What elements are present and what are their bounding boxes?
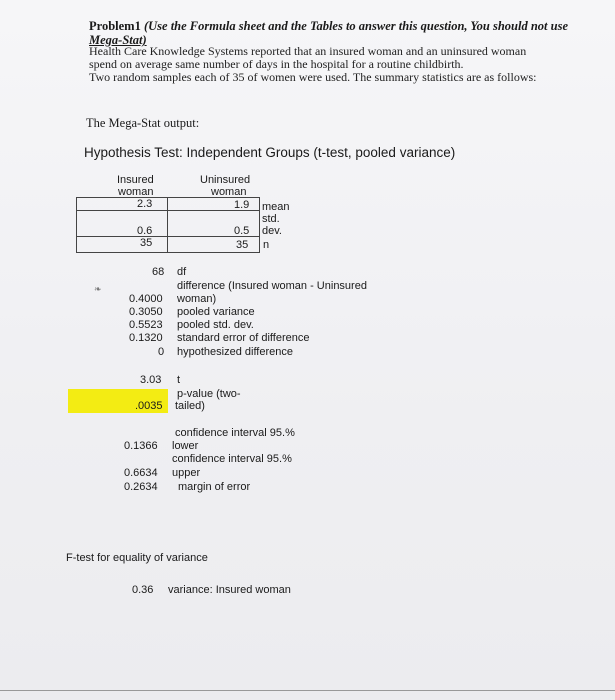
margin-of-error-label: margin of error [178,481,251,493]
p-value-label: p-value (two- [177,388,241,400]
page-bottom-rule [0,690,615,691]
hypothesized-diff-label: hypothesized difference [177,346,293,358]
ci-label: confidence interval 95.% [175,427,295,439]
ftest-label: variance: Insured woman [168,584,291,596]
t-value: 3.03 [140,374,162,386]
standard-error-label: standard error of difference [177,332,310,344]
difference-label-cont: woman) [177,293,217,305]
problem-heading [89,19,568,47]
table-rule [77,236,259,237]
hypothesis-title: Hypothesis Test: Independent Groups (t-test, pooled variance) [84,145,456,160]
problem-instruction-cont: Mega-Stat) [89,33,147,47]
uninsured-n: 35 [236,239,249,251]
std-label-2: dev. [262,225,282,237]
ci-label: confidence interval 95.% [172,453,292,465]
standard-error-value: 0.1320 [129,332,163,344]
p-value: .0035 [135,400,163,412]
uninsured-std: 0.5 [234,225,250,237]
uninsured-header-1: Uninsured [200,174,251,186]
problem-line: Health Care Knowledge Systems reported that an insured woman and an uninsured woman [89,44,527,58]
difference-value: 0.4000 [129,293,163,305]
pooled-std-label: pooled std. dev. [177,319,254,331]
hypothesized-diff-value: 0 [158,346,165,358]
problem-line: Two random samples each of 35 of women were used. The summary statistics are as follows: [89,70,537,84]
difference-label: difference (Insured woman - Uninsured [177,280,367,292]
ftest-value: 0.36 [132,584,154,596]
t-label: t [177,374,181,386]
problem-number: Problem1 [89,19,141,33]
ci-upper-value: 0.6634 [124,467,158,479]
p-value-label-cont: tailed) [175,400,205,412]
table-rule [77,210,259,211]
ftest-title: F-test for equality of variance [66,552,208,564]
pooled-variance-label: pooled variance [177,306,255,318]
megastat-label: The Mega-Stat output: [86,116,200,130]
insured-n: 35 [140,237,153,249]
uninsured-mean: 1.9 [234,199,250,211]
problem-line: spend on average same number of days in the hospital for a routine childbirth. [89,57,464,71]
ci-lower-value: 0.1366 [124,440,158,452]
mean-label: mean [262,201,290,213]
problem-statement [89,45,537,84]
pooled-std-value: 0.5523 [129,319,163,331]
table-divider [167,198,168,252]
insured-header-1: Insured [117,174,154,186]
pen-mark: ❧ [94,284,102,294]
margin-of-error-value: 0.2634 [124,481,158,493]
insured-header-2: woman [118,186,154,198]
pooled-variance-value: 0.3050 [129,306,163,318]
df-value: 68 [152,266,165,278]
n-label: n [263,239,270,251]
std-label-1: std. [262,213,280,225]
insured-mean: 2.3 [137,198,153,210]
summary-table [76,197,260,253]
df-label: df [177,266,187,278]
insured-std: 0.6 [137,225,153,237]
ci-upper-label: upper [172,467,201,479]
ci-lower-label: lower [172,440,199,452]
problem-instruction: (Use the Formula sheet and the Tables to answer this question, You should not use [143,19,569,33]
uninsured-header-2: woman [211,186,247,198]
